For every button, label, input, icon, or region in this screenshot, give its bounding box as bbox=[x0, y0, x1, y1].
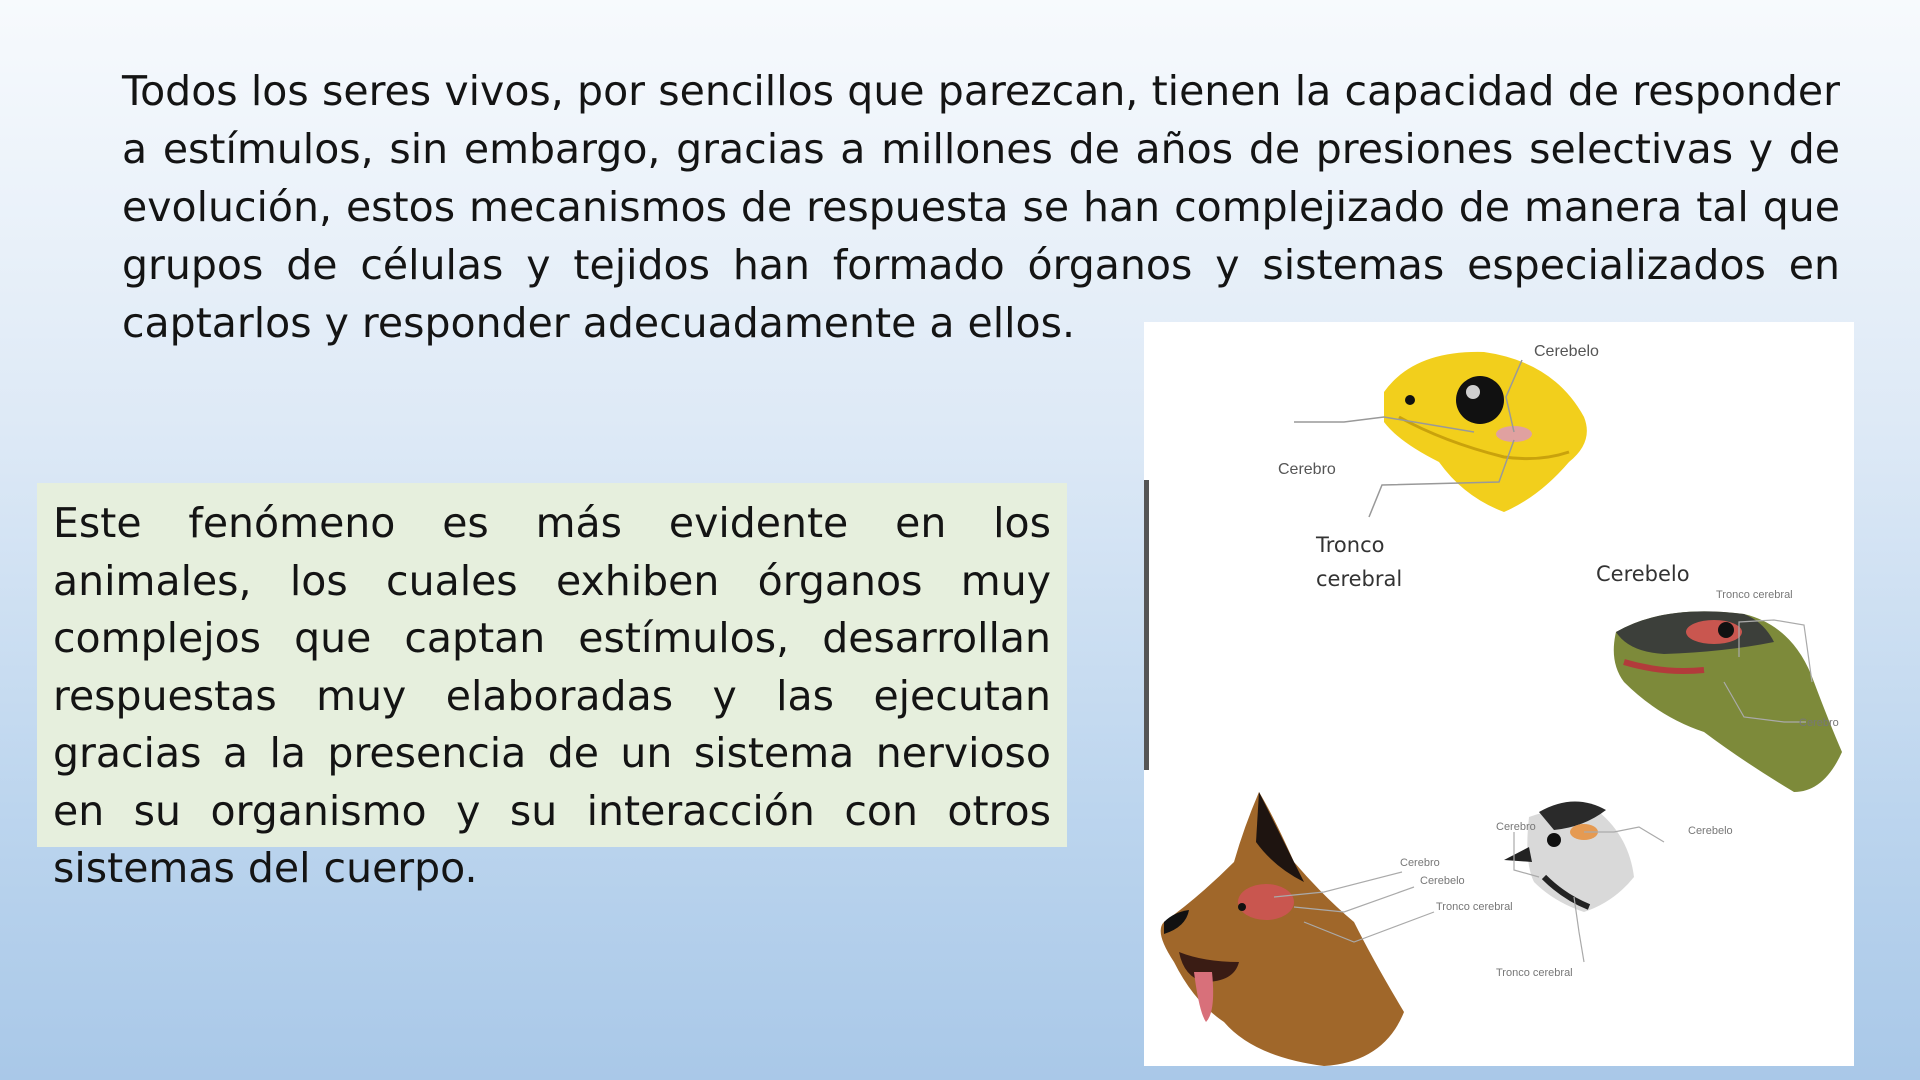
lizard-label-tronco: Tronco cerebral bbox=[1716, 589, 1793, 601]
dog-label-cerebro: Cerebro bbox=[1400, 857, 1440, 869]
bird-label-cerebro: Cerebro bbox=[1496, 821, 1536, 833]
frog-label-tronco-2: cerebral bbox=[1316, 567, 1403, 591]
bird-label-tronco: Tronco cerebral bbox=[1496, 967, 1573, 979]
figure-edge-bar bbox=[1144, 480, 1149, 770]
dog-label-tronco: Tronco cerebral bbox=[1436, 901, 1513, 913]
lizard-label-cerebro: Cerebro bbox=[1799, 717, 1839, 729]
dog-label-cerebelo: Cerebelo bbox=[1420, 875, 1465, 887]
bird-head bbox=[1504, 801, 1634, 912]
lizard-head bbox=[1614, 611, 1842, 792]
bird-label-cerebelo: Cerebelo bbox=[1688, 825, 1733, 837]
animal-brains-illustration bbox=[1144, 322, 1854, 1066]
frog-label-cerebro: Cerebro bbox=[1278, 461, 1336, 478]
callout-paragraph: Este fenómeno es más evidente en los animales, los cuales exhiben órganos muy complejos que captan estímulos, desarrollan respuestas muy elaboradas y las ejecutan gracias a la presencia de un sistema nervioso en su organismo y su interacción con otros sistemas del cuerpo. bbox=[53, 499, 1051, 892]
callout-box bbox=[37, 483, 1067, 892]
intro-paragraph: Todos los seres vivos, por sencillos que parezcan, tienen la capacidad de responder a estímulos, sin embargo, gracias a millones de años de presiones selectivas y de evolución, estos mecanismos de respuesta se han complejizado de manera tal que grupos de células y tejidos han formado órganos y sistemas especializados en captarlos y responder adecuadamente a ellos. bbox=[122, 67, 1840, 347]
lizard-label-cerebelo: Cerebelo bbox=[1596, 562, 1690, 586]
animal-brains-svg bbox=[1144, 322, 1854, 1066]
frog-head bbox=[1384, 352, 1587, 512]
frog-label-cerebelo: Cerebelo bbox=[1534, 343, 1599, 360]
dog-head bbox=[1161, 792, 1404, 1066]
frog-label-tronco-1: Tronco bbox=[1316, 533, 1385, 557]
